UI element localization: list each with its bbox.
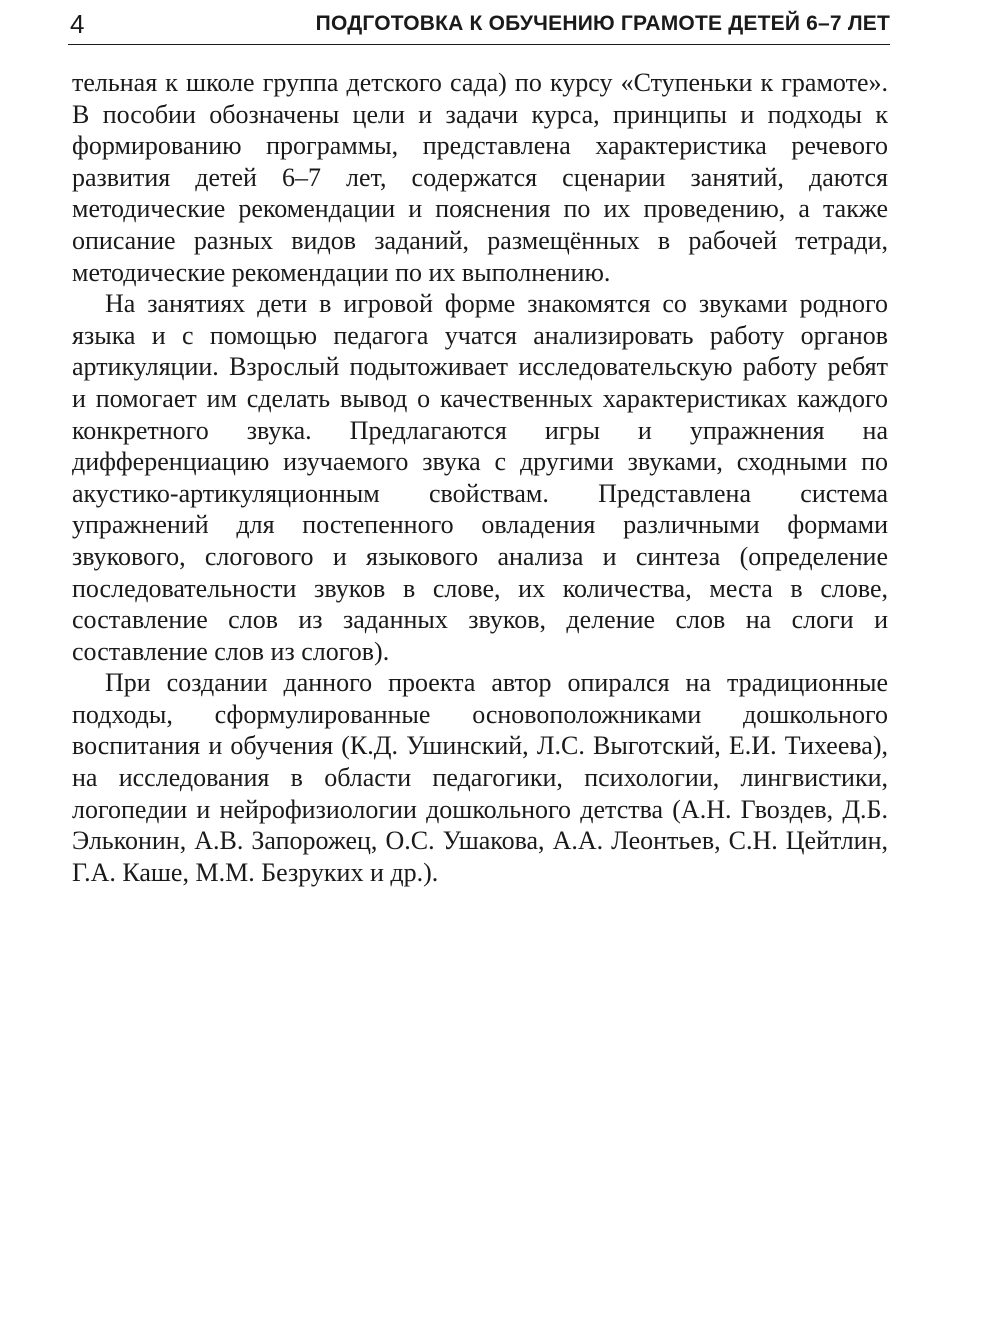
paragraph-continuation: тельная к школе группа детского сада) по курсу «Ступеньки к грамоте». В пособии обозначены цели и задачи курса, принципы и подходы к формированию программы, представлена характеристика речевого развития детей 6–7 лет, содержатся сценарии занятий, даются методические рекомендации и пояснения по их проведению, а также описание разных видов заданий, размещённых в рабочей тетради, методические рекомендации по их выполнению.	[72, 68, 888, 287]
paragraph: При создании данного проекта автор опирался на традиционные подходы, сформулированные основоположниками дошкольного воспитания и обучения (К.Д. Ушинский, Л.С. Выготский, Е.И. Тихеева), на исследования в области педагогики, психологии, лингвистики, логопедии и нейрофизиологии дошкольного детства (А.Н. Гвоздев, Д.Б. Эльконин, А.В. Запорожец, О.С. Ушакова, А.А. Леонтьев, С.Н. Цейтлин, Г.А. Каше, М.М. Безруких и др.).	[72, 668, 888, 887]
paragraph: На занятиях дети в игровой форме знакомятся со звуками родного языка и с помощью педагога учатся анализировать работу органов артикуляции. Взрослый подытоживает исследовательскую работу ребят и помогает им сделать вывод о качественных характеристиках каждого конкретного звука. Предлагаются игры и упражнения на дифференциацию изучаемого звука с другими звуками, сходными по акустико-артикуляционным свойствам. Представлена система упражнений для постепенного овладения различными формами звукового, слогового и языкового анализа и синтеза (определение последовательности звуков в слове, их количества, места в слове, составление слов из заданных звуков, деление слов на слоги и составление слов из слогов).	[72, 289, 888, 666]
running-head	[68, 4, 890, 45]
running-title: ПОДГОТОВКА К ОБУЧЕНИЮ ГРАМОТЕ ДЕТЕЙ 6–7 ЛЕТ	[315, 12, 890, 35]
body-text	[72, 67, 888, 888]
page-number: 4	[70, 9, 85, 39]
